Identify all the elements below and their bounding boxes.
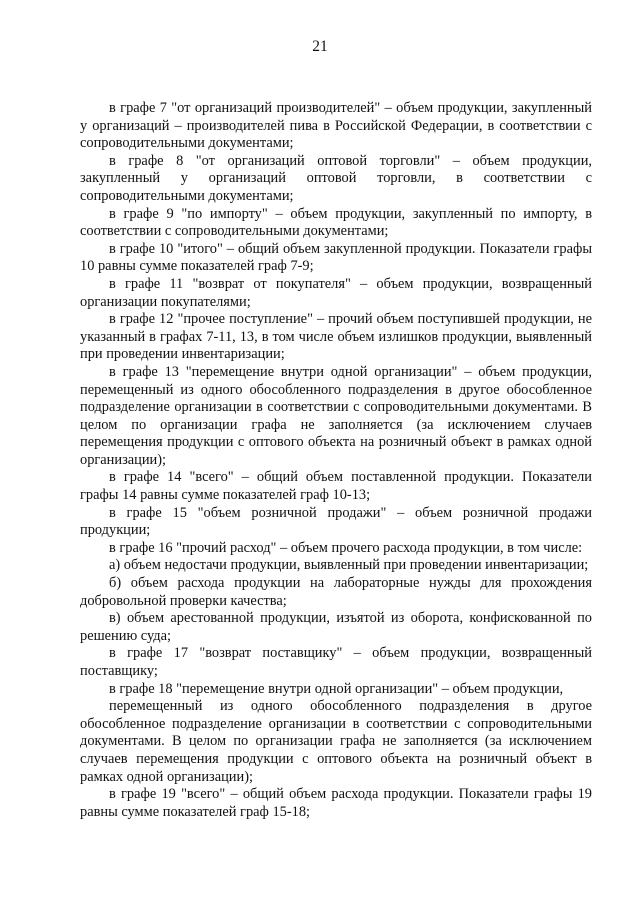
paragraph-column-18: в графе 18 "перемещение внутри одной организации" – объем продукции, [109, 680, 564, 697]
paragraph-column-7: в графе 7 "от организаций производителей" – объем продукции, закупленный у организаций – производителей пива в Российской Федерации, в соответствии с сопроводительными документами; [80, 100, 592, 152]
body-text [80, 100, 592, 821]
page-number: 21 [312, 38, 328, 55]
paragraph-column-17: в графе 17 "возврат поставщику" – объем продукции, возвращенный поставщику; [80, 645, 592, 679]
paragraph-column-18-continued: перемещенный из одного обособленного подразделения в другое обособленное подразделение организации в соответствии с сопроводительными документами. В целом по организации графа не заполняется (за исключением случаев перемещения продукции с оптового объекта на розничный объект в рамках одной организации); [80, 698, 592, 785]
paragraph-column-8: в графе 8 "от организаций оптовой торговли" – объем продукции, закупленный у организаций оптовой торговли, в соответствии с сопроводительными документами; [80, 152, 592, 204]
paragraph-item-b: б) объем расхода продукции на лабораторные нужды для прохождения добровольной проверки качества; [80, 575, 592, 609]
paragraph-item-v: в) объем арестованной продукции, изъятой из оборота, конфискованной по решению суда; [80, 610, 592, 644]
paragraph-item-a: а) объем недостачи продукции, выявленный при проведении инвентаризации; [109, 557, 589, 574]
paragraph-column-13: в графе 13 "перемещение внутри одной организации" – объем продукции, перемещенный из одного обособленного подразделения в другое обособленное подразделение организации в соответствии с сопроводительными документами. В целом по организации графа не заполняется (за исключением случаев перемещения продукции с оптового объекта на розничный объект в рамках одной организации); [80, 363, 592, 468]
paragraph-column-16: в графе 16 "прочий расход" – объем прочего расхода продукции, в том числе: [109, 539, 583, 556]
paragraph-column-19: в графе 19 "всего" – общий объем расхода продукции. Показатели графы 19 равны сумме показателей граф 15-18; [80, 786, 592, 820]
paragraph-column-11: в графе 11 "возврат от покупателя" – объем продукции, возвращенный организации покупателями; [80, 275, 592, 310]
paragraph-column-9: в графе 9 "по импорту" – объем продукции, закупленный по импорту, в соответствии с сопроводительными документами; [80, 205, 592, 240]
paragraph-column-10: в графе 10 "итого" – общий объем закупленной продукции. Показатели графы 10 равны сумме показателей граф 7-9; [80, 240, 592, 275]
paragraph-column-12: в графе 12 "прочее поступление" – прочий объем поступившей продукции, не указанный в графах 7-11, 13, в том числе объем излишков продукции, выявленный при проведении инвентаризации; [80, 311, 592, 363]
paragraph-column-14: в графе 14 "всего" – общий объем поставленной продукции. Показатели графы 14 равны сумме показателей граф 10-13; [80, 469, 592, 504]
paragraph-column-15: в графе 15 "объем розничной продажи" – объем розничной продажи продукции; [80, 504, 592, 539]
